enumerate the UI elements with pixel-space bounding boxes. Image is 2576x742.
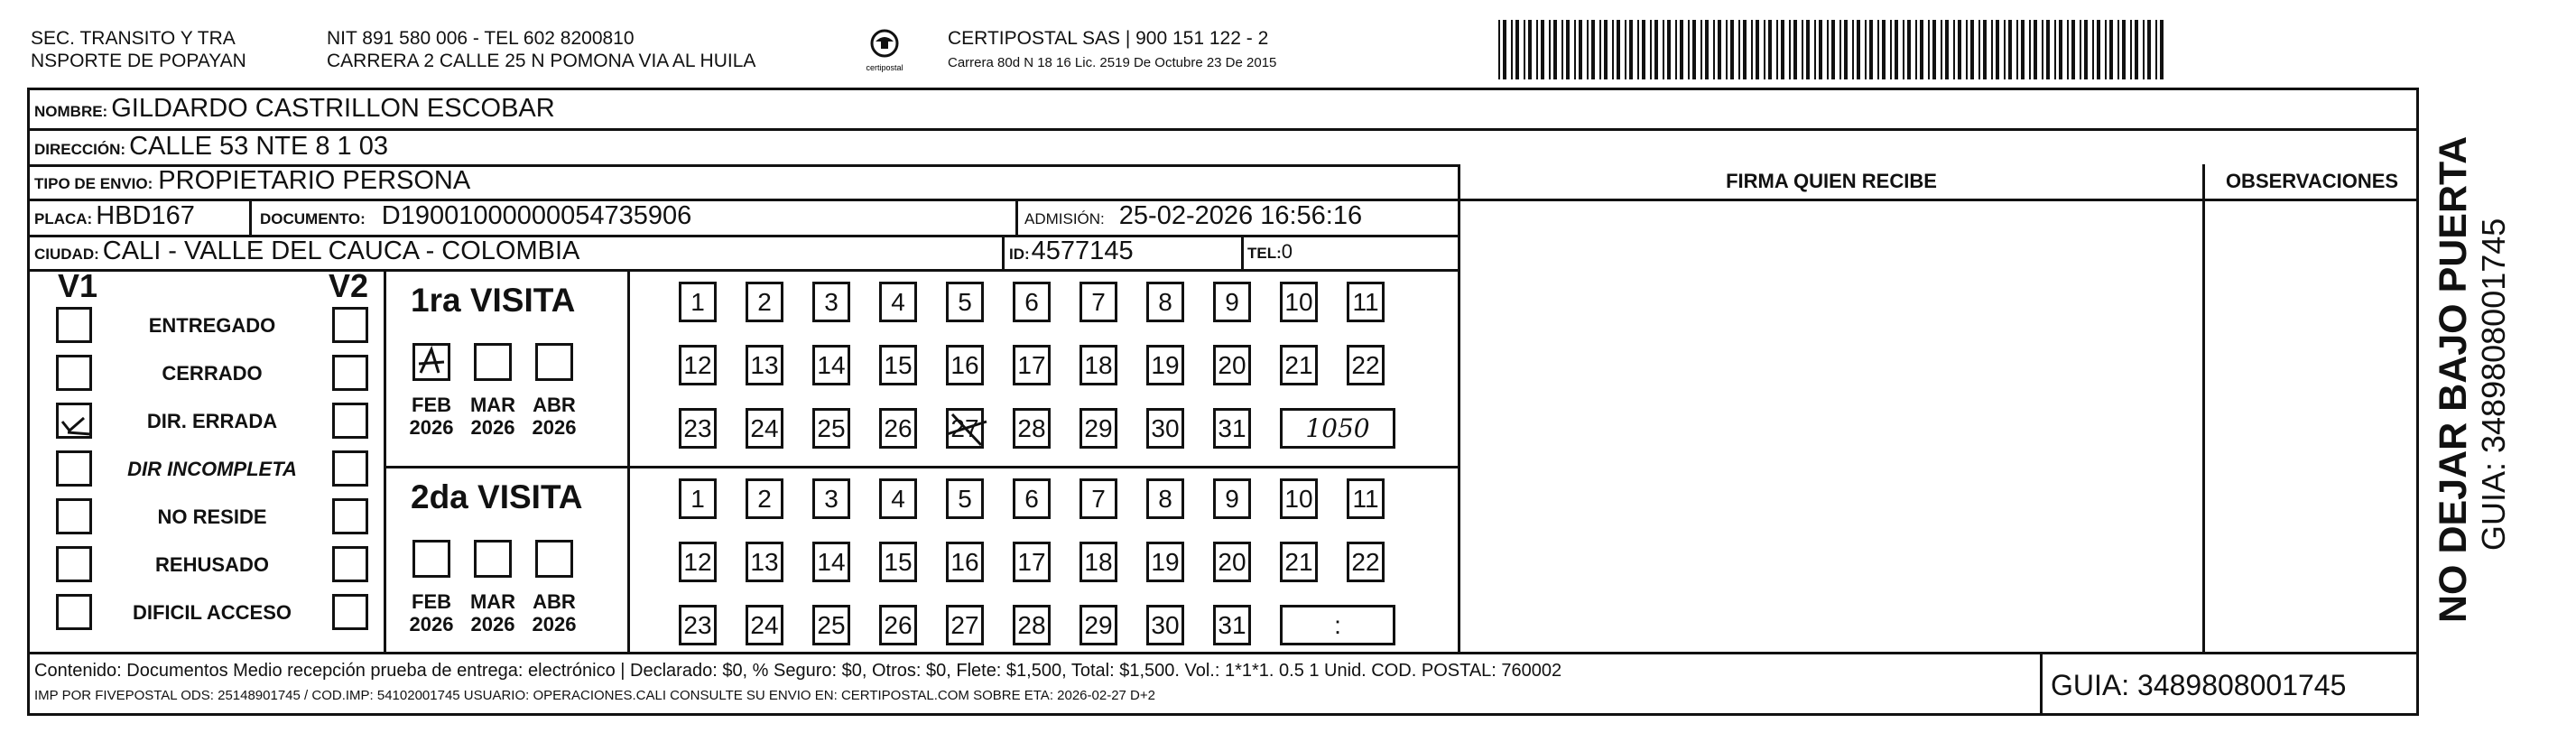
imp-line: IMP POR FIVEPOSTAL ODS: 25148901745 / COD.IMP: 54102001745 USUARIO: OPERACIONES.CALI CONSULTE SU ENVIO EN: CERTIPOSTAL.COM SOBRE ETA: 2026-02-27 D+2 xyxy=(34,688,1155,703)
day-box[interactable]: 24 xyxy=(746,408,783,449)
barcode-bar xyxy=(1599,20,1601,79)
day-box[interactable]: 27 xyxy=(946,408,984,449)
barcode-bar xyxy=(1591,20,1595,79)
day-box[interactable]: 26 xyxy=(879,605,917,645)
month-label xyxy=(466,394,520,439)
v1-checkbox[interactable] xyxy=(56,307,92,343)
barcode-bar xyxy=(2080,20,2081,79)
barcode-bar xyxy=(1928,20,1930,79)
no-dejar-bajo-puerta: NO DEJAR BAJO PUERTA xyxy=(2432,135,2475,623)
direccion-row xyxy=(34,132,388,162)
day-box[interactable]: 27 xyxy=(946,605,984,645)
barcode-bar xyxy=(1806,20,1810,79)
barcode-bar xyxy=(1819,20,1822,79)
barcode-bar xyxy=(1654,20,1658,79)
cross-mark-icon xyxy=(945,409,990,450)
placa-row xyxy=(34,201,195,231)
day-box[interactable]: 12 xyxy=(679,542,717,582)
barcode-bar xyxy=(2130,20,2132,79)
status-label: NO RESIDE xyxy=(157,505,267,528)
barcode-bar xyxy=(1617,20,1620,79)
direccion-value: CALLE 53 NTE 8 1 03 xyxy=(129,132,389,161)
day-box[interactable]: 8 xyxy=(1146,478,1184,519)
month-name: ABR xyxy=(533,394,576,416)
barcode-bar xyxy=(1941,20,1942,79)
barcode-bar xyxy=(2067,20,2069,79)
month-year: 2026 xyxy=(409,416,454,439)
barcode-bar xyxy=(1793,20,1797,79)
barcode-bar xyxy=(2122,20,2126,79)
barcode-bar xyxy=(2117,20,2119,79)
month-checkbox[interactable] xyxy=(474,540,512,578)
barcode-bar xyxy=(1629,20,1633,79)
tipo-envio-value: PROPIETARIO PERSONA xyxy=(158,166,471,195)
day-box[interactable]: 1 xyxy=(679,478,717,519)
v2-checkbox[interactable] xyxy=(332,450,368,487)
day-box[interactable]: 28 xyxy=(1013,408,1051,449)
barcode-bar xyxy=(2160,20,2164,79)
month-year: 2026 xyxy=(409,613,454,635)
barcode-bar xyxy=(2155,20,2157,79)
day-box[interactable]: 20 xyxy=(1213,542,1251,582)
barcode-bar xyxy=(1718,20,1721,79)
day-box[interactable]: 25 xyxy=(812,605,850,645)
v2-checkbox[interactable] xyxy=(332,594,368,630)
courier-name: CERTIPOSTAL SAS | 900 151 122 - 2 xyxy=(948,28,1269,49)
barcode-bar xyxy=(1566,20,1570,79)
barcode-bar xyxy=(1869,20,1873,79)
day-box[interactable]: 15 xyxy=(879,345,917,385)
barcode xyxy=(1498,20,2175,79)
firma-header: FIRMA QUIEN RECIBE xyxy=(1726,170,1937,192)
barcode-bar xyxy=(1625,20,1626,79)
month-checkbox[interactable] xyxy=(474,343,512,381)
status-label: DIFICIL ACCESO xyxy=(132,601,292,624)
v2-checkbox[interactable] xyxy=(332,307,368,343)
day-box[interactable]: 18 xyxy=(1080,542,1117,582)
barcode-bar xyxy=(1970,20,1974,79)
tel-label: TEL: xyxy=(1247,245,1282,262)
day-box[interactable]: 12 xyxy=(679,345,717,385)
barcode-bar xyxy=(1730,20,1734,79)
contenido-line: Contenido: Documentos Medio recepción prueba de entrega: electrónico | Declarado: $0, % Seguro: $0, Otros: $0, Flete: $1,500, Total: $1,500. Vol.: 1*1*1. 0.5 1 Unid. COD. POSTAL: 760002 xyxy=(34,661,1562,681)
barcode-bar xyxy=(1574,20,1576,79)
month-label xyxy=(466,590,520,635)
barcode-bar xyxy=(1996,20,1999,79)
tel-value: 0 xyxy=(1281,240,1293,263)
barcode-bar xyxy=(1852,20,1854,79)
check-mark-icon xyxy=(59,405,89,436)
barcode-bar xyxy=(1553,20,1557,79)
day-box[interactable]: 15 xyxy=(879,542,917,582)
barcode-bar xyxy=(1966,20,1968,79)
barcode-bar xyxy=(1776,20,1778,79)
divider-admision xyxy=(1015,199,1018,235)
sender-name-line2: NSPORTE DE POPAYAN xyxy=(31,51,246,71)
barcode-bar xyxy=(2084,20,2088,79)
barcode-bar xyxy=(1549,20,1551,79)
month-checkbox[interactable] xyxy=(535,540,573,578)
documento-value: D19001000000054735906 xyxy=(381,201,692,230)
day-box[interactable]: 9 xyxy=(1213,282,1251,322)
day-box[interactable]: 19 xyxy=(1146,345,1184,385)
day-box[interactable]: 31 xyxy=(1213,408,1251,449)
barcode-bar xyxy=(1991,20,1993,79)
day-box[interactable]: 11 xyxy=(1347,282,1385,322)
barcode-bar xyxy=(1756,20,1759,79)
v2-checkbox[interactable] xyxy=(332,498,368,534)
barcode-bar xyxy=(1978,20,1980,79)
day-box[interactable]: 14 xyxy=(812,345,850,385)
rule-1 xyxy=(27,128,2419,131)
barcode-bar xyxy=(1604,20,1608,79)
month-checkbox[interactable] xyxy=(412,343,450,381)
day-box[interactable]: 11 xyxy=(1347,478,1385,519)
month-checkbox[interactable] xyxy=(535,343,573,381)
day-box[interactable]: 5 xyxy=(946,282,984,322)
day-box[interactable]: 22 xyxy=(1347,345,1385,385)
v2-checkbox[interactable] xyxy=(332,403,368,439)
barcode-bar xyxy=(1587,20,1589,79)
barcode-bar xyxy=(1743,20,1747,79)
barcode-bar xyxy=(1511,20,1513,79)
day-box[interactable]: 18 xyxy=(1080,345,1117,385)
barcode-bar xyxy=(1726,20,1728,79)
day-box[interactable]: 6 xyxy=(1013,478,1051,519)
day-box[interactable]: 31 xyxy=(1213,605,1251,645)
barcode-bar xyxy=(2097,20,2100,79)
day-box[interactable]: 28 xyxy=(1013,605,1051,645)
day-box[interactable]: 23 xyxy=(679,605,717,645)
certipostal-logo-icon xyxy=(857,27,912,77)
month-label xyxy=(404,394,459,439)
barcode-bar xyxy=(1637,20,1639,79)
barcode-bar xyxy=(1781,20,1784,79)
day-box[interactable]: 13 xyxy=(746,345,783,385)
day-box[interactable]: 17 xyxy=(1013,542,1051,582)
barcode-bar xyxy=(1541,20,1544,79)
certipostal-logo xyxy=(857,27,912,77)
day-box[interactable]: 8 xyxy=(1146,282,1184,322)
rule-5 xyxy=(27,269,1460,272)
barcode-bar xyxy=(2021,20,2025,79)
day-box[interactable]: 24 xyxy=(746,605,783,645)
barcode-bar xyxy=(1827,20,1829,79)
check-mark-icon xyxy=(415,346,448,378)
barcode-bar xyxy=(1498,20,1500,79)
barcode-bar xyxy=(2004,20,2006,79)
id-row xyxy=(1009,237,1134,266)
rule-visit-split xyxy=(384,466,1458,468)
v2-checkbox[interactable] xyxy=(332,546,368,582)
barcode-bar xyxy=(1642,20,1645,79)
day-box[interactable]: 6 xyxy=(1013,282,1051,322)
barcode-bar xyxy=(2105,20,2107,79)
month-label xyxy=(404,590,459,635)
v1-checkbox[interactable] xyxy=(56,355,92,391)
barcode-bar xyxy=(1515,20,1519,79)
barcode-bar xyxy=(1877,20,1879,79)
day-box[interactable]: 17 xyxy=(1013,345,1051,385)
v1-label: V1 xyxy=(58,267,98,304)
admision-value: 25-02-2026 16:56:16 xyxy=(1118,201,1363,230)
barcode-bar xyxy=(1663,20,1664,79)
month-name: FEB xyxy=(412,394,451,416)
placa-label: PLACA: xyxy=(34,210,93,227)
month-year: 2026 xyxy=(532,613,577,635)
status-label: DIR INCOMPLETA xyxy=(127,458,297,480)
v1-checkbox[interactable] xyxy=(56,403,92,439)
visit-title: 1ra VISITA xyxy=(411,282,576,319)
guia-box: GUIA: 3489808001745 xyxy=(2051,669,2347,701)
sender-address: CARRERA 2 CALLE 25 N POMONA VIA AL HUILA xyxy=(327,51,756,71)
month-name: MAR xyxy=(469,590,516,613)
barcode-bar xyxy=(1667,20,1671,79)
barcode-bar xyxy=(1768,20,1772,79)
id-value: 4577145 xyxy=(1031,237,1134,265)
barcode-bar xyxy=(1802,20,1803,79)
barcode-bar xyxy=(1958,20,1961,79)
day-box[interactable]: 21 xyxy=(1280,542,1318,582)
v1-checkbox[interactable] xyxy=(56,450,92,487)
barcode-bar xyxy=(1705,20,1709,79)
barcode-bar xyxy=(2034,20,2037,79)
barcode-bar xyxy=(1692,20,1696,79)
barcode-bar xyxy=(1536,20,1538,79)
tel-row xyxy=(1247,240,1293,264)
day-box[interactable]: 7 xyxy=(1080,478,1117,519)
month-name: ABR xyxy=(533,590,576,613)
barcode-bar xyxy=(1751,20,1753,79)
day-box[interactable]: 16 xyxy=(946,345,984,385)
day-box[interactable]: 4 xyxy=(879,282,917,322)
barcode-bar xyxy=(2029,20,2031,79)
day-box[interactable]: 7 xyxy=(1080,282,1117,322)
v1-checkbox[interactable] xyxy=(56,546,92,582)
barcode-bar xyxy=(1903,20,1904,79)
barcode-bar xyxy=(1524,20,1525,79)
barcode-bar xyxy=(1907,20,1911,79)
day-box[interactable]: 9 xyxy=(1213,478,1251,519)
barcode-bar xyxy=(1920,20,1923,79)
barcode-bar xyxy=(2109,20,2113,79)
nombre-row xyxy=(34,94,555,124)
status-label: DIR. ERRADA xyxy=(146,410,278,432)
sender-nit: NIT 891 580 006 - TEL 602 8200810 xyxy=(327,28,635,49)
day-box[interactable]: 13 xyxy=(746,542,783,582)
day-box[interactable]: 22 xyxy=(1347,542,1385,582)
divider-guia xyxy=(2040,652,2043,716)
svg-text:certipostal: certipostal xyxy=(866,63,903,72)
day-box[interactable]: 26 xyxy=(879,408,917,449)
side-guia: GUIA: 3489808001745 xyxy=(2475,218,2512,551)
day-box[interactable]: 2 xyxy=(746,282,783,322)
barcode-bar xyxy=(1503,20,1506,79)
visit-title: 2da VISITA xyxy=(411,478,583,515)
barcode-bar xyxy=(2054,20,2056,79)
barcode-bar xyxy=(1890,20,1892,79)
barcode-bar xyxy=(1612,20,1614,79)
barcode-image xyxy=(1498,20,2175,79)
ciudad-label: CIUDAD: xyxy=(34,246,99,263)
barcode-bar xyxy=(1789,20,1791,79)
status-label: ENTREGADO xyxy=(148,314,276,337)
sender-name-line1: SEC. TRANSITO Y TRA xyxy=(31,28,236,49)
barcode-bar xyxy=(2042,20,2043,79)
barcode-bar xyxy=(2071,20,2075,79)
rule-footer xyxy=(27,652,2419,654)
day-box[interactable]: 2 xyxy=(746,478,783,519)
day-box[interactable]: 20 xyxy=(1213,345,1251,385)
barcode-bar xyxy=(2135,20,2138,79)
v1-checkbox[interactable] xyxy=(56,498,92,534)
barcode-bar xyxy=(1983,20,1987,79)
barcode-bar xyxy=(1764,20,1765,79)
barcode-bar xyxy=(1839,20,1841,79)
month-year: 2026 xyxy=(532,416,577,439)
divider-tel xyxy=(1241,235,1244,269)
direccion-label: DIRECCIÓN: xyxy=(34,141,126,158)
barcode-bar xyxy=(1953,20,1955,79)
documento-label: DOCUMENTO: xyxy=(260,210,366,227)
tipo-envio-row xyxy=(34,166,470,196)
day-box[interactable]: 29 xyxy=(1080,408,1117,449)
placa-value: HBD167 xyxy=(96,201,195,230)
barcode-bar xyxy=(2059,20,2062,79)
barcode-bar xyxy=(1528,20,1532,79)
observaciones-header: OBSERVACIONES xyxy=(2225,170,2399,192)
barcode-bar xyxy=(2016,20,2018,79)
day-box[interactable]: 19 xyxy=(1146,542,1184,582)
day-box[interactable]: 1 xyxy=(679,282,717,322)
barcode-bar xyxy=(2147,20,2151,79)
barcode-bar xyxy=(1865,20,1867,79)
day-box[interactable]: 23 xyxy=(679,408,717,449)
barcode-bar xyxy=(1895,20,1898,79)
month-label xyxy=(527,394,581,439)
month-year: 2026 xyxy=(470,613,515,635)
barcode-bar xyxy=(1688,20,1690,79)
nombre-value: GILDARDO CASTRILLON ESCOBAR xyxy=(111,94,555,123)
barcode-bar xyxy=(1680,20,1683,79)
ciudad-row xyxy=(34,237,579,266)
divider-id xyxy=(1002,235,1005,269)
day-box[interactable]: 30 xyxy=(1146,408,1184,449)
time-box-handwritten[interactable]: 1050 xyxy=(1280,408,1395,449)
status-label: REHUSADO xyxy=(155,553,269,576)
status-label: CERRADO xyxy=(162,362,263,385)
v2-label: V2 xyxy=(329,267,369,304)
barcode-bar xyxy=(1882,20,1886,79)
admision-row xyxy=(1024,201,1362,231)
time-box[interactable]: : xyxy=(1280,605,1395,645)
barcode-bar xyxy=(2046,20,2050,79)
barcode-bar xyxy=(1932,20,1936,79)
day-box[interactable]: 3 xyxy=(812,282,850,322)
ciudad-value: CALI - VALLE DEL CAUCA - COLOMBIA xyxy=(102,237,580,265)
barcode-bar xyxy=(1738,20,1740,79)
barcode-bar xyxy=(1579,20,1582,79)
id-label: ID: xyxy=(1009,246,1030,263)
barcode-bar xyxy=(1561,20,1563,79)
barcode-bar xyxy=(1650,20,1652,79)
barcode-bar xyxy=(1814,20,1816,79)
barcode-bar xyxy=(2143,20,2145,79)
divider-status xyxy=(384,269,386,652)
v1-checkbox[interactable] xyxy=(56,594,92,630)
barcode-bar xyxy=(2008,20,2012,79)
tipo-envio-label: TIPO DE ENVIO: xyxy=(34,175,153,192)
barcode-bar xyxy=(1700,20,1702,79)
day-box[interactable]: 16 xyxy=(946,542,984,582)
barcode-bar xyxy=(1675,20,1677,79)
month-name: MAR xyxy=(469,394,516,416)
month-name: FEB xyxy=(412,590,451,613)
divider-months xyxy=(627,269,630,652)
barcode-bar xyxy=(2092,20,2094,79)
day-box[interactable]: 5 xyxy=(946,478,984,519)
month-label xyxy=(527,590,581,635)
admision-label: ADMISIÓN: xyxy=(1024,210,1105,227)
day-box[interactable]: 30 xyxy=(1146,605,1184,645)
day-box[interactable]: 14 xyxy=(812,542,850,582)
divider-obs xyxy=(2202,164,2205,653)
day-box[interactable]: 25 xyxy=(812,408,850,449)
nombre-label: NOMBRE: xyxy=(34,103,108,120)
documento-row xyxy=(260,201,691,231)
day-box[interactable]: 10 xyxy=(1280,282,1318,322)
month-checkbox[interactable] xyxy=(412,540,450,578)
v2-checkbox[interactable] xyxy=(332,355,368,391)
divider-placa xyxy=(249,199,252,235)
barcode-bar xyxy=(1857,20,1860,79)
barcode-bar xyxy=(1915,20,1917,79)
day-box[interactable]: 29 xyxy=(1080,605,1117,645)
barcode-bar xyxy=(1945,20,1949,79)
barcode-bar xyxy=(1844,20,1848,79)
day-box[interactable]: 21 xyxy=(1280,345,1318,385)
courier-license: Carrera 80d N 18 16 Lic. 2519 De Octubre 23 De 2015 xyxy=(948,55,1277,70)
day-box[interactable]: 10 xyxy=(1280,478,1318,519)
day-box[interactable]: 3 xyxy=(812,478,850,519)
day-box[interactable]: 4 xyxy=(879,478,917,519)
barcode-bar xyxy=(1831,20,1835,79)
divider-firma xyxy=(1458,164,1460,653)
month-year: 2026 xyxy=(470,416,515,439)
barcode-bar xyxy=(1713,20,1715,79)
